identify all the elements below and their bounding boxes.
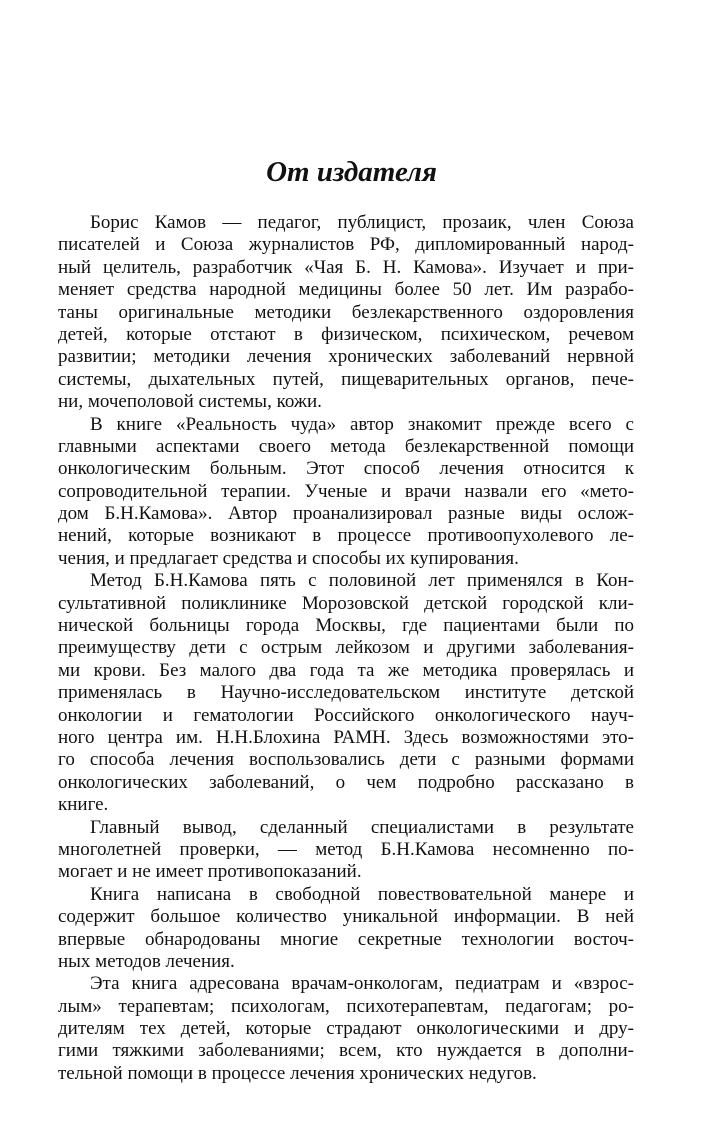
text-line: системы, дыхательных путей, пищеварительных органов, пече-	[58, 368, 634, 390]
paragraph	[58, 212, 634, 414]
text-line: многолетней проверки, — метод Б.Н.Камова несомненно по-	[58, 838, 634, 860]
text-line: дом Б.Н.Камова». Автор проанализировал разные виды ослож-	[58, 503, 634, 525]
text-line: преимуществу дети с острым лейкозом и другими заболевания-	[58, 637, 634, 659]
paragraph	[58, 973, 634, 1085]
text-line: онкологии и гематологии Российского онкологического науч-	[58, 704, 634, 726]
text-line: Главный вывод, сделанный специалистами в результате	[90, 816, 634, 838]
text-line: сультативной поликлинике Морозовской детской городской кли-	[58, 592, 634, 614]
text-line: чения, и предлагает средства и способы их купирования.	[58, 547, 519, 569]
text-line: главными аспектами своего метода безлекарственной помощи	[58, 435, 634, 457]
text-line: сопроводительной терапии. Ученые и врачи назвали его «мето-	[58, 480, 634, 502]
text-line: го способа лечения воспользовались дети с разными формами	[58, 749, 634, 771]
body-text	[58, 212, 634, 1085]
text-line: ного центра им. Н.Н.Блохина РАМН. Здесь возможностями это-	[58, 726, 634, 748]
text-line: детей, которые отстают в физическом, психическом, речевом	[58, 323, 634, 345]
page-title: От издателя	[266, 156, 437, 188]
text-line: ный целитель, разработчик «Чая Б. Н. Камова». Изучает и при-	[58, 256, 634, 278]
text-line: содержит большое количество уникальной информации. В ней	[58, 906, 634, 928]
text-line: лым» терапевтам; психологам, психотерапевтам, педагогам; ро-	[58, 995, 634, 1017]
text-line: таны оригинальные методики безлекарственного оздоровления	[58, 301, 634, 323]
text-line: ных методов лечения.	[58, 950, 235, 972]
text-line: дителям тех детей, которые страдают онкологическими и дру-	[58, 1018, 634, 1040]
text-line: В книге «Реальность чуда» автор знакомит прежде всего с	[90, 413, 634, 435]
text-line: гими тяжкими заболеваниями; всем, кто нуждается в дополни-	[58, 1040, 634, 1062]
text-line: тельной помощи в процессе лечения хронических недугов.	[58, 1062, 537, 1084]
text-line: писателей и Союза журналистов РФ, дипломированный народ-	[58, 234, 634, 256]
text-line: Книга написана в свободной повествовательной манере и	[90, 883, 634, 905]
text-line: ми крови. Без малого два года та же методика проверялась и	[58, 659, 634, 681]
text-line: книге.	[58, 794, 109, 816]
paragraph	[58, 817, 634, 884]
text-line: развитии; методики лечения хронических заболеваний нервной	[58, 346, 634, 368]
text-line: онкологических заболеваний, о чем подробно рассказано в	[58, 771, 634, 793]
text-line: Метод Б.Н.Камова пять с половиной лет применялся в Кон-	[90, 570, 634, 592]
paragraph	[58, 414, 634, 571]
text-line: онкологическим больным. Этот способ лечения относится к	[58, 458, 634, 480]
text-line: впервые обнародованы многие секретные технологии восточ-	[58, 928, 634, 950]
text-line: меняет средства народной медицины более 50 лет. Им разрабо-	[58, 279, 634, 301]
paragraph	[58, 570, 634, 816]
text-line: могает и не имеет противопоказаний.	[58, 861, 362, 883]
paragraph	[58, 884, 634, 974]
text-line: нений, которые возникают в процессе противоопухолевого ле-	[58, 525, 634, 547]
text-line: ни, мочеполовой системы, кожи.	[58, 391, 322, 413]
text-line: применялась в Научно-исследовательском институте детской	[58, 682, 634, 704]
text-line: Борис Камов — педагог, публицист, прозаик, член Союза	[90, 212, 634, 233]
text-line: Эта книга адресована врачам-онкологам, педиатрам и «взрос-	[90, 973, 634, 995]
text-line: нической больницы города Москвы, где пациентами были по	[58, 615, 634, 637]
